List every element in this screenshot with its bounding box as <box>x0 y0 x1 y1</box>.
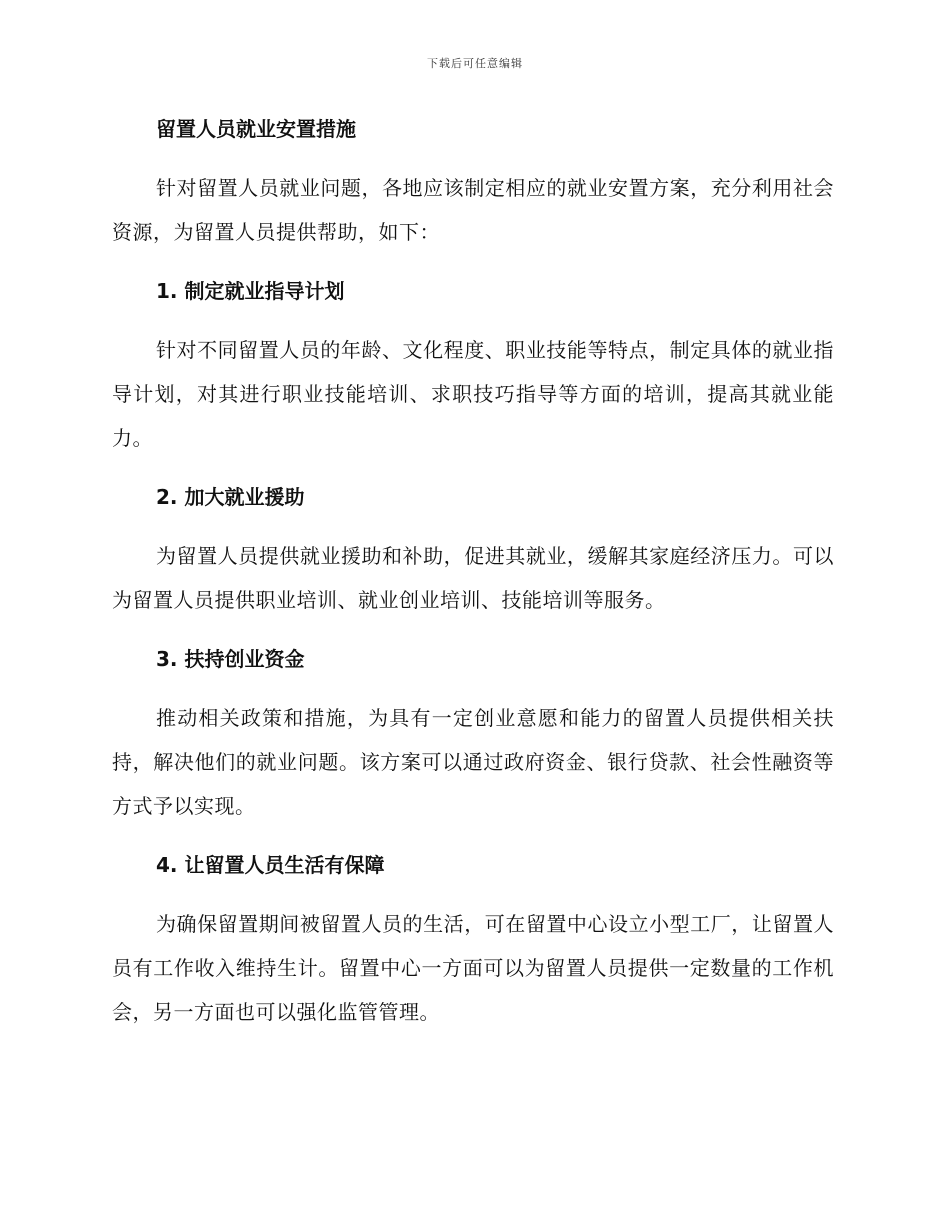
document-title: 留置人员就业安置措施 <box>156 117 356 141</box>
section-body-1: 针对不同留置人员的年龄、文化程度、职业技能等特点，制定具体的就业指导计划，对其进行职业技能培训、求职技巧指导等方面的培训，提高其就业能力。 <box>112 338 834 450</box>
intro-paragraph: 针对留置人员就业问题，各地应该制定相应的就业安置方案，充分利用社会资源，为留置人员提供帮助，如下： <box>112 176 834 244</box>
header-note: 下载后可任意编辑 <box>427 57 523 70</box>
section-body-2: 为留置人员提供就业援助和补助，促进其就业，缓解其家庭经济压力。可以为留置人员提供职业培训、就业创业培训、技能培训等服务。 <box>112 544 834 612</box>
section-body-3: 推动相关政策和措施，为具有一定创业意愿和能力的留置人员提供相关扶持，解决他们的就业问题。该方案可以通过政府资金、银行贷款、社会性融资等方式予以实现。 <box>112 706 834 818</box>
section-heading-3: 3. 扶持创业资金 <box>156 647 305 671</box>
section-heading-1: 1. 制定就业指导计划 <box>156 279 345 303</box>
section-heading-2: 2. 加大就业援助 <box>156 485 305 509</box>
section-body-4: 为确保留置期间被留置人员的生活，可在留置中心设立小型工厂，让留置人员有工作收入维持生计。留置中心一方面可以为留置人员提供一定数量的工作机会，另一方面也可以强化监管管理。 <box>112 912 834 1024</box>
document-content <box>112 114 834 1056</box>
section-heading-4: 4. 让留置人员生活有保障 <box>156 853 385 877</box>
